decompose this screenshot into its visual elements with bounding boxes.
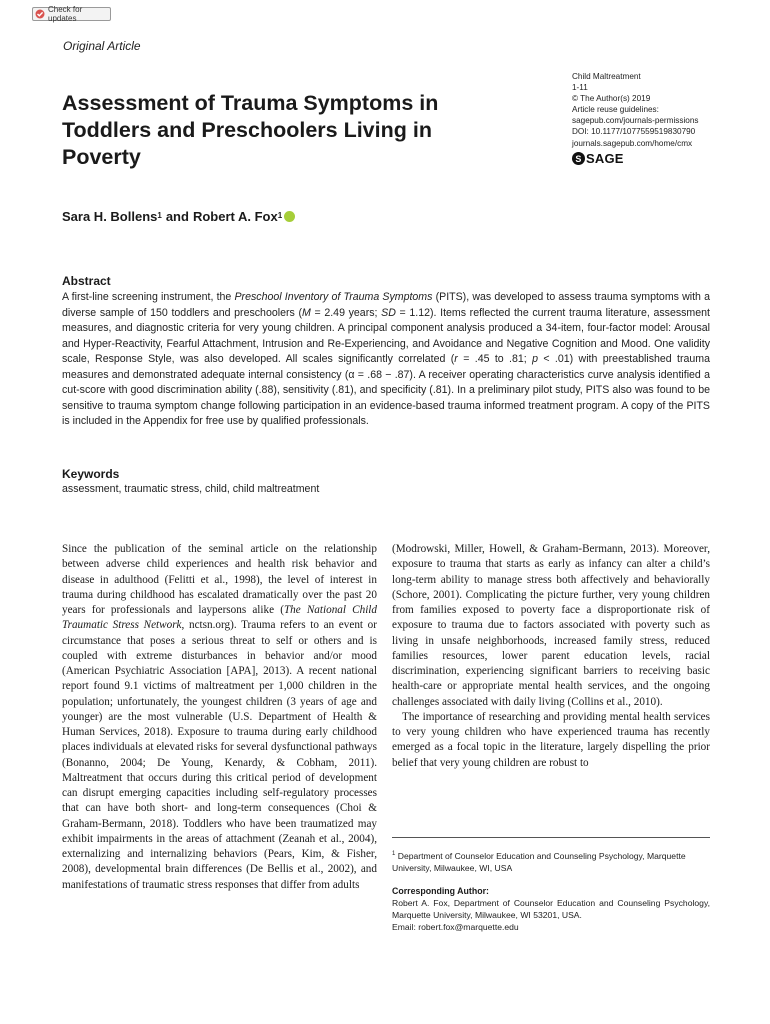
publisher-name: SAGE [586,151,624,166]
check-for-updates-button[interactable] [32,7,111,21]
author-email-link[interactable]: Email: robert.fox@marquette.edu [392,921,519,932]
body-column-right [392,542,710,771]
orcid-icon[interactable] [284,211,295,222]
permissions-link[interactable]: sagepub.com/journals-permissions [572,116,699,126]
author-1-affiliation: 1 [157,211,162,220]
author-connector: and [165,209,189,224]
reuse-guidelines-label: Article reuse guidelines: [572,105,659,115]
abstract-heading: Abstract [62,274,111,288]
doi-link[interactable]: DOI: 10.1177/1077559519830790 [572,127,696,137]
check-for-updates-label: Check for updates [48,5,83,23]
abstract-text: A first-line screening instrument, the Preschool Inventory of Trauma Symptoms (PITS), was developed to assess trauma symptoms with a diverse sample of 150 toddlers and preschoolers (M = 2.49 years; SD = 1.12). Items reflected the current trauma literature, assessment measures, and diagnostic criteria for very young children. A principal component analysis produced a 34-item, four-factor model: Arousal and Hyper-Reactivity, Fearful Attachment, Intrusion and Re-Experiencing, and Avoidance and Negative Cognition and Mood. One validity scale, Response Style, was also developed. All scales significantly correlated (r = .45 to .81; p < .01) with preestablished trauma measures and demonstrated adequate internal consistency (α = .68 − .87). A receiver operating characteristics curve analysis identified a cut-score with good discrimination ability (.88), sensitivity (.81), and specificity (.81). In a preliminary pilot study, PITS also was found to be sensitive to trauma symptom change following participation in an evidence-based trauma informed treatment program. A copy of the PITS is included in the Appendix for free use by qualified professionals. [62,291,711,427]
body-column-left: Since the publication of the seminal article on the relationship between adverse child experiences and health risk behavior and disease in adulthood (Felitti et al., 1998), the level of interest in trauma during childhood has escalated dramatically over the past 20 years for professionals and laypersons alike (The National Child Traumatic Stress Network, nctsn.org). Trauma refers to an event or circumstance that poses a serious threat to self or others and is coupled with extreme disturbances in behavior and/or mood (American Psychiatric Association [APA], 2013). A recent national report found 9.1 victims of maltreatment per 1,000 children in the population; unfortunately, the youngest children (3 years of age and younger) are the most vulnerable (U.S. Department of Health & Human Services, 2018). Exposure to trauma during early childhood places individuals at elevated risks for several dysfunctional pathways (Bonanno, 2004; De Young, Kenardy, & Cobham, 2011). Maltreatment that occurs during this critical period of development can disrupt emerging capacities including self-regulatory processes that can have both short- and long-term consequences (Choi & Graham-Bermann, 2018). Toddlers who have been traumatized may exhibit impairments in the areas of attachment (Zeanah et al., 2004), externalizing and internalizing behaviors (Pears, Kim, & Fisher, 2008), developmental brain differences (De Bellis et al., 2002), and manifestations of traumatic stress responses that differ from adults [62,543,378,891]
journal-name: Child Maltreatment [572,72,641,81]
author-2-affiliation: 1 [277,211,283,220]
corresponding-author-details: Robert A. Fox, Department of Counselor Education and Counseling Psychology, Marquette University, Milwaukee, WI 53201, USA. Email: robert.fox@marquette.edu [392,898,710,932]
footnote-divider [392,837,710,838]
crossmark-icon [35,9,45,19]
journal-info [572,71,762,149]
keywords-list: assessment, traumatic stress, child, child maltreatment [62,483,320,495]
journal-home-link[interactable]: journals.sagepub.com/home/cmx [572,138,693,148]
page-range: 1-11 [572,83,588,93]
author-2[interactable]: Robert A. Fox [192,209,278,224]
paragraph: (Modrowski, Miller, Howell, & Graham-Bermann, 2013). Moreover, exposure to trauma that starts as early as infancy can alter a child’s long-term ability to manage stress both affectively and behaviorally (Schore, 2001). Complicating the picture further, very young children from families exposed to poverty face a disproportionate risk of exposure to trauma due to factors associated with poverty such as living in unsafe neighborhoods, increased family stress, reduced families resources, lower parent education levels, racial discrimination, experiencing significant barriers to receiving basic health-care or appropriate mental health services, and the ongoing challenges associated with daily living (Collins et al., 2010). [392,543,710,708]
keywords-heading: Keywords [62,467,120,481]
copyright: © The Author(s) 2019 [572,94,651,104]
author-line [62,209,295,224]
article-title: Assessment of Trauma Symptoms in Toddlers and Preschoolers Living in Poverty [62,91,439,169]
corresponding-author-heading: Corresponding Author: [392,886,489,896]
sage-logo [572,151,624,166]
sage-icon: S [572,152,585,165]
paragraph: The importance of researching and providing mental health services to very young children who have experienced trauma has recently emerged as a focal topic in the literature, largely dispelling the prior belief that very young children are robust to [392,710,710,769]
article-type-label: Original Article [63,39,141,53]
author-1[interactable]: Sara H. Bollens [62,209,158,224]
affiliation-footnote: $^1$ Department of Counselor Education and Counseling Psychology, Marquette University, Milwaukee, WI, USA [392,850,686,873]
